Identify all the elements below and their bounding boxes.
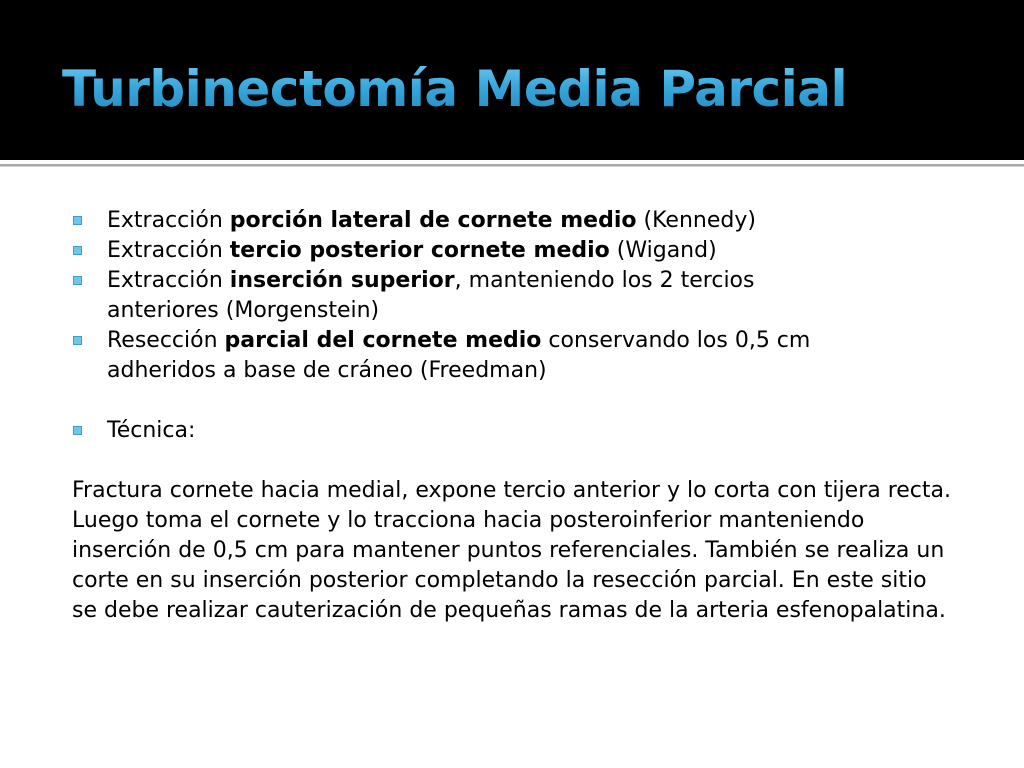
bullet-tail: conservando los 0,5 cm adheridos a base de cráneo (Freedman) [107, 328, 811, 383]
square-bullet-icon [73, 246, 82, 255]
bullet-emphasis: parcial del cornete medio [224, 328, 542, 353]
bullet-item-morgenstein [72, 266, 867, 326]
bullet-lead: Extracción [107, 238, 230, 263]
bullet-item-wigand [72, 236, 867, 266]
bullet-list [72, 206, 972, 446]
divider-line-light [0, 166, 1024, 167]
bullet-item-tecnica [72, 416, 867, 446]
title-band [0, 0, 1024, 160]
square-bullet-icon [73, 216, 82, 225]
bullet-emphasis: porción lateral de cornete medio [229, 208, 637, 233]
bullet-item-kennedy [72, 206, 867, 236]
square-bullet-icon [73, 426, 82, 435]
bullet-lead: Técnica: [107, 418, 196, 443]
square-bullet-icon [73, 276, 82, 285]
bullet-emphasis: inserción superior [229, 268, 455, 293]
bullet-lead: Resección [107, 328, 225, 353]
bullet-tail: , manteniendo los 2 tercios anteriores (Morgenstein) [107, 268, 755, 323]
square-bullet-icon [73, 336, 82, 345]
bullet-emphasis: tercio posterior cornete medio [229, 238, 610, 263]
bullet-lead: Extracción [107, 268, 230, 293]
bullet-tail: (Wigand) [609, 238, 717, 263]
bullet-tail: (Kennedy) [636, 208, 756, 233]
technique-paragraph: Fractura cornete hacia medial, expone tercio anterior y lo corta con tijera recta. Luego toma el cornete y lo tracciona hacia posteroinferior manteniendo inserción de 0,5 cm para mantener puntos referenciales. También se realiza un corte en su inserción posterior completando la resección parcial. En este sitio se debe realizar cauterización de pequeñas ramas de la arteria esfenopalatina. [72, 478, 952, 623]
bullet-lead: Extracción [107, 208, 230, 233]
bullet-item-freedman [72, 326, 867, 386]
slide-content [72, 206, 972, 626]
slide-title: Turbinectomía Media Parcial [62, 54, 847, 124]
